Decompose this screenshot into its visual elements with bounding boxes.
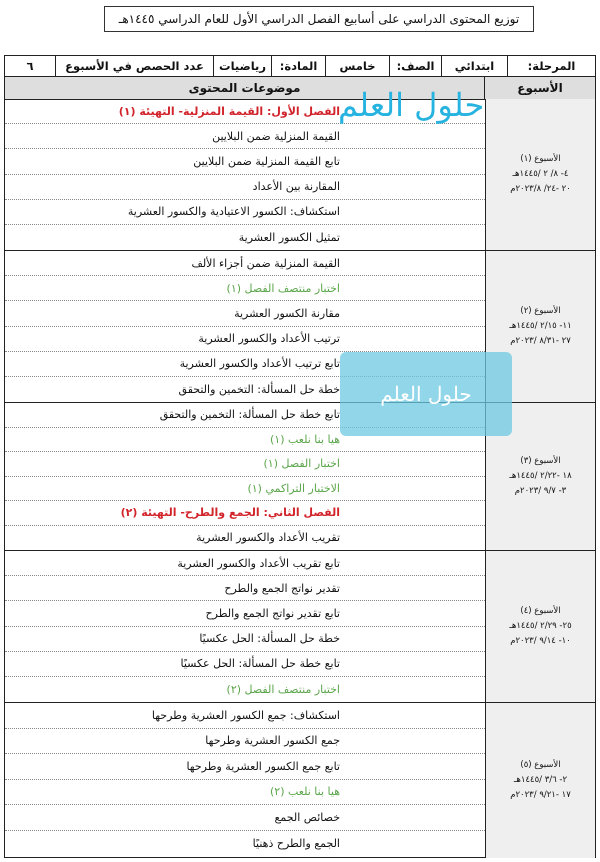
week-number: الأسبوع (٤): [520, 606, 561, 616]
topic-item: خطة حل المسألة: الحل عكسيًا: [5, 627, 485, 652]
week-hijri-dates: ١٨ -٢/٢٢ /١٤٤٥هـ: [509, 471, 572, 481]
table-header: [5, 77, 595, 100]
week-number: الأسبوع (٥): [520, 760, 561, 770]
week-gregorian-dates: ٢٠ -٢٤/ ٢٠٢٣/٨م: [510, 184, 571, 194]
topic-item: الاختبار التراكمي (١): [5, 477, 485, 502]
topic-item: استكشاف: جمع الكسور العشرية وطرحها: [5, 703, 485, 729]
topic-item: الجمع والطرح ذهنيًا: [252, 836, 340, 850]
topic-item: الفصل الثاني: الجمع والطرح- التهيئة (٢): [5, 501, 485, 526]
week-hijri-dates: ١١- ٢/١٥ /١٤٤٥هـ: [509, 321, 572, 331]
page-title-text: توزيع المحتوى الدراسي على أسابيع الفصل الدراسي الأول للعام الدراسي ١٤٤٥هـ: [118, 12, 520, 26]
topic-item: تابع القيمة المنزلية ضمن البلايين: [5, 149, 485, 174]
week-topics: [5, 703, 485, 858]
page-title: [104, 6, 534, 32]
topic-item: المقارنة بين الأعداد: [5, 175, 485, 200]
stage-label: المرحلة:: [507, 56, 595, 76]
topic-item: جمع الكسور العشرية وطرحها: [5, 729, 485, 755]
topic-item: تابع ترتيب الأعداد والكسور العشرية: [5, 352, 485, 377]
week-row-1: [5, 99, 595, 251]
topic-item: خصائص الجمع: [5, 805, 485, 831]
week-hijri-dates: ٢٥- ٢/٢٩ /١٤٤٥هـ: [509, 621, 572, 631]
topics-column-header: موضوعات المحتوى: [188, 81, 301, 95]
info-row: [4, 55, 596, 77]
topic-item: تابع خطة حل المسألة: الحل عكسيًا: [5, 652, 485, 677]
topic-item: تابع جمع الكسور العشرية وطرحها: [5, 754, 485, 780]
week-topics: [5, 551, 485, 702]
week-gregorian-dates: ١٧ -٩/٢١ /٢٠٢٣م: [510, 790, 571, 800]
topic-item: تابع تقريب الأعداد والكسور العشرية: [5, 551, 485, 576]
grade-value: خامس: [325, 56, 389, 76]
topic-item: تقريب الأعداد والكسور العشرية: [196, 531, 340, 545]
week-label-cell: [485, 703, 595, 858]
topic-item: القيمة المنزلية ضمن البلايين: [5, 124, 485, 149]
topic-item: مقارنة الكسور العشرية: [5, 301, 485, 326]
stage-value: ابتدائي: [441, 56, 507, 76]
topic-item: هيا بنا نلعب (٢): [5, 780, 485, 806]
subject-value: رياضيات: [213, 56, 271, 76]
week-gregorian-dates: ٣- ٩/٧ /٢٠٢٣م: [514, 486, 567, 496]
topic-item: هيا بنا نلعب (١): [5, 428, 485, 453]
week-label-cell: [485, 551, 595, 702]
week-row-4: [5, 551, 595, 703]
topic-item: تابع خطة حل المسألة: التخمين والتحقق: [5, 403, 485, 428]
topic-item: تابع تقدير نواتج الجمع والطرح: [5, 601, 485, 626]
watermark-logo-text: حلول العلم: [380, 382, 472, 406]
topic-item: اختبار منتصف الفصل (١): [5, 276, 485, 301]
topic-item: تقدير نواتج الجمع والطرح: [5, 576, 485, 601]
week-column-header: الأسبوع: [484, 77, 595, 99]
periods-label: عدد الحصص في الأسبوع: [55, 56, 213, 76]
topic-item: اختبار منتصف الفصل (٢): [226, 682, 340, 696]
week-hijri-dates: ٢- ٣/٦ /١٤٤٥هـ: [513, 775, 568, 785]
watermark-logo-box: [340, 352, 512, 436]
week-row-5: [5, 703, 595, 858]
topic-item: ترتيب الأعداد والكسور العشرية: [5, 327, 485, 352]
distribution-table: [4, 77, 596, 858]
topic-item: القيمة المنزلية ضمن أجزاء الألف: [5, 251, 485, 276]
week-number: الأسبوع (٣): [520, 456, 561, 466]
watermark-logo-text: حلول العلم: [338, 86, 485, 124]
subject-label: المادة:: [271, 56, 325, 76]
week-gregorian-dates: ١٠- ٩/١٤ /٢٠٢٣م: [510, 636, 571, 646]
topic-item: تمثيل الكسور العشرية: [238, 230, 340, 244]
week-label-cell: [485, 99, 595, 250]
topic-item: اختبار الفصل (١): [5, 452, 485, 477]
grade-label: الصف:: [389, 56, 441, 76]
topic-item: الفصل الأول: القيمة المنزلية- التهيئة (١): [5, 99, 485, 124]
week-number: الأسبوع (٢): [520, 306, 561, 316]
periods-value: ٦: [26, 59, 34, 73]
topic-item: استكشاف: الكسور الاعتيادية والكسور العشرية: [5, 200, 485, 225]
week-hijri-dates: ٤- ٨/ ٢ /١٤٤٥هـ: [512, 169, 569, 179]
week-number: الأسبوع (١): [520, 154, 561, 164]
week-gregorian-dates: ٢٧ -٨/٣١ /٢٠٢٣م: [510, 336, 571, 346]
topic-item: خطة حل المسألة: التخمين والتحقق: [178, 382, 340, 396]
